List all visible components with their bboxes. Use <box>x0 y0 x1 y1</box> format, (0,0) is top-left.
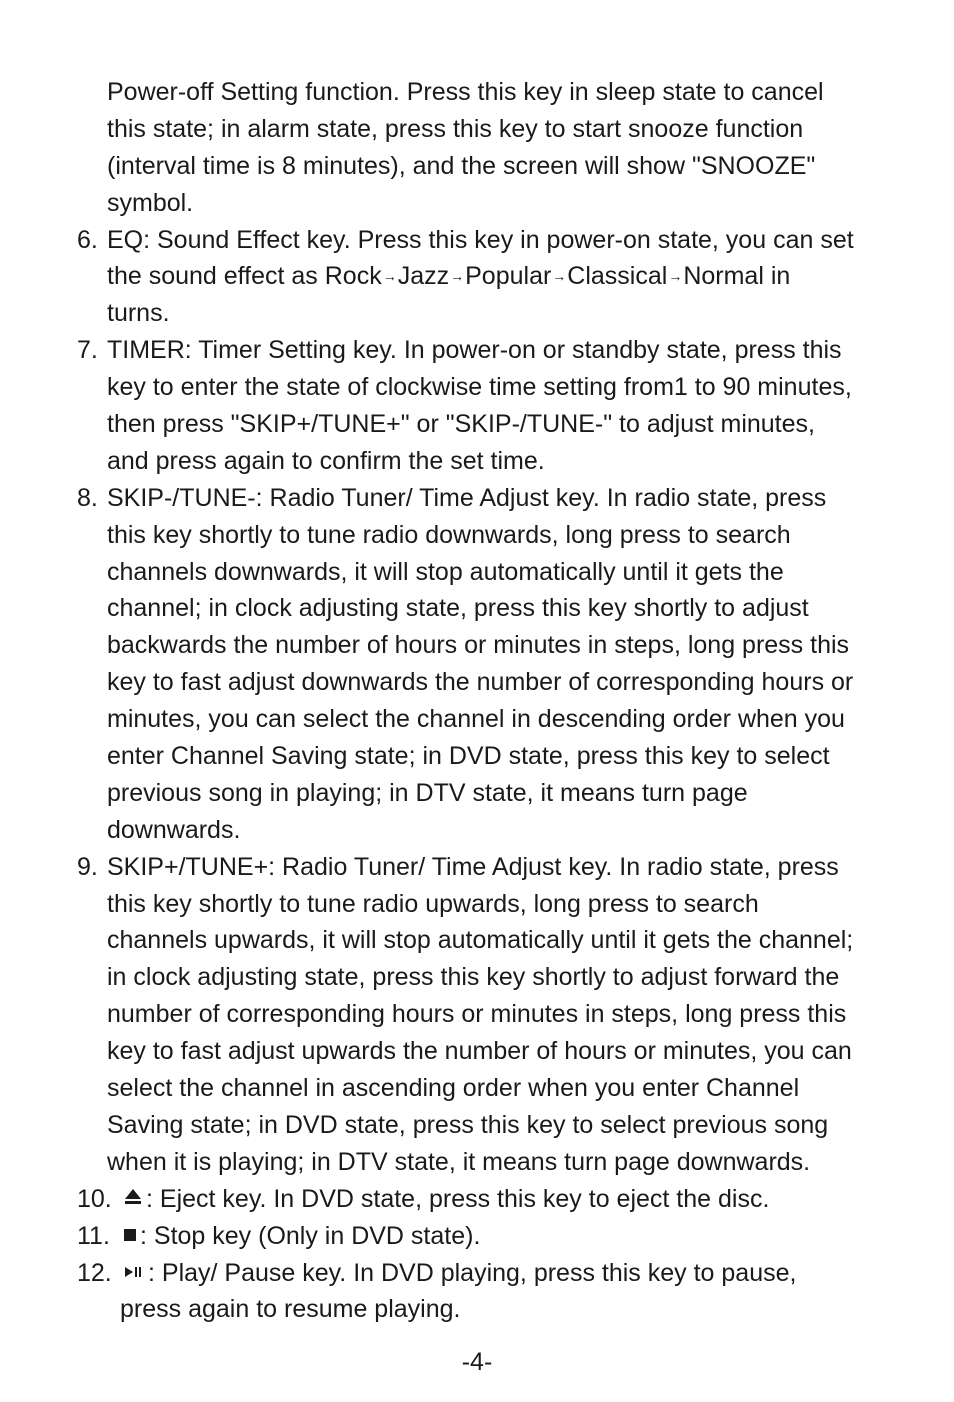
item-9-line <box>0 1070 954 1107</box>
arrow-right-icon: → <box>552 268 567 285</box>
intro-text: symbol. <box>107 188 194 217</box>
item-9-number: 9. <box>77 852 98 881</box>
intro-line <box>0 111 954 148</box>
item-9-text: channels upwards, it will stop automatically until it gets the channel; <box>107 926 854 955</box>
item-9-text: in clock adjusting state, press this key shortly to adjust forward the <box>107 963 840 992</box>
item-8-text: downwards. <box>107 815 241 844</box>
item-9-text: when it is playing; in DTV state, it means turn page downwards. <box>107 1147 811 1176</box>
item-6-text: EQ: Sound Effect key. Press this key in power-on state, you can set <box>107 225 854 254</box>
item-9-line <box>0 886 954 923</box>
item-9-text: Saving state; in DVD state, press this key to select previous song <box>107 1110 829 1139</box>
arrow-right-icon: → <box>668 268 683 285</box>
item-7-text: and press again to confirm the set time. <box>107 446 545 475</box>
item-12-text: press again to resume playing. <box>120 1295 461 1324</box>
item-8-text: previous song in playing; in DTV state, it means turn page <box>107 778 748 807</box>
item-8-text: channel; in clock adjusting state, press this key shortly to adjust <box>107 594 809 623</box>
item-8-text: backwards the number of hours or minutes in steps, long press this <box>107 631 850 660</box>
item-7-line <box>0 369 954 406</box>
item-9-line <box>0 959 954 996</box>
item-11-line <box>0 1218 954 1255</box>
item-8-text: SKIP-/TUNE-: Radio Tuner/ Time Adjust key. In radio state, press <box>107 483 827 512</box>
item-10-line <box>0 1181 954 1218</box>
item-9-line <box>0 1144 954 1181</box>
item-8-line <box>0 554 954 591</box>
item-8-text: key to fast adjust downwards the number of corresponding hours or <box>107 668 854 697</box>
item-7-text: key to enter the state of clockwise time setting from1 to 90 minutes, <box>107 373 852 402</box>
item-6-line <box>0 295 954 332</box>
intro-line <box>0 185 954 222</box>
item-8-text: enter Channel Saving state; in DVD state, press this key to select <box>107 742 830 771</box>
intro-line <box>0 74 954 111</box>
item-8-text: channels downwards, it will stop automatically until it gets the <box>107 557 784 586</box>
item-8-text: minutes, you can select the channel in descending order when you <box>107 705 845 734</box>
page-number: -4- <box>461 1348 493 1376</box>
item-12-number: 12. <box>77 1258 112 1287</box>
item-9-line <box>0 849 954 886</box>
item-8-number: 8. <box>77 483 98 512</box>
item-7-line <box>0 443 954 480</box>
item-9-text: select the channel in ascending order when you enter Channel <box>107 1074 800 1103</box>
item-9-line <box>0 996 954 1033</box>
item-7-text: then press "SKIP+/TUNE+" or "SKIP-/TUNE-" to adjust minutes, <box>107 410 815 439</box>
item-7-line <box>0 332 954 369</box>
effect-classical: Classical <box>567 262 668 291</box>
arrow-right-icon: → <box>450 268 465 285</box>
item-7-text: TIMER: Timer Setting key. In power-on or standby state, press this <box>107 336 842 365</box>
arrow-right-icon: → <box>382 268 397 285</box>
item-9-text: SKIP+/TUNE+: Radio Tuner/ Time Adjust key. In radio state, press <box>107 852 839 881</box>
item-9-text: number of corresponding hours or minutes in steps, long press this <box>107 1000 847 1029</box>
play-pause-icon <box>124 1265 144 1279</box>
effect-popular: Popular <box>465 262 552 291</box>
item-9-line <box>0 1107 954 1144</box>
item-6-number: 6. <box>77 225 98 254</box>
item-8-line <box>0 480 954 517</box>
item-8-line <box>0 775 954 812</box>
item-11-text: : Stop key (Only in DVD state). <box>140 1221 481 1250</box>
item-8-line <box>0 590 954 627</box>
intro-text: (interval time is 8 minutes), and the screen will show "SNOOZE" <box>107 151 816 180</box>
eject-icon <box>124 1188 142 1206</box>
item-9-text: key to fast adjust upwards the number of hours or minutes, you can <box>107 1037 852 1066</box>
item-12-text-wrap <box>110 1255 796 1292</box>
item-6-effects-line <box>107 258 790 295</box>
item-6-text: turns. <box>107 299 170 328</box>
item-11-text-wrap <box>110 1218 480 1255</box>
item-7-number: 7. <box>77 336 98 365</box>
intro-text: this state; in alarm state, press this key to start snooze function <box>107 114 804 143</box>
item-9-line <box>0 1033 954 1070</box>
item-7-line <box>0 406 954 443</box>
manual-page <box>0 74 954 1328</box>
item-8-line <box>0 664 954 701</box>
item-8-line <box>0 627 954 664</box>
intro-line <box>0 148 954 185</box>
effect-rock: Rock <box>324 262 382 291</box>
item-8-line <box>0 517 954 554</box>
item-9-line <box>0 922 954 959</box>
item-9-text: this key shortly to tune radio upwards, long press to search <box>107 889 759 918</box>
effect-normal: Normal <box>683 262 764 291</box>
item-6-line <box>0 222 954 259</box>
item-8-line <box>0 812 954 849</box>
item-6-line <box>0 258 954 295</box>
item-12-text: : Play/ Pause key. In DVD playing, press this key to pause, <box>148 1258 797 1287</box>
stop-icon <box>124 1229 136 1241</box>
item-10-text-wrap <box>110 1181 769 1218</box>
item-10-text: : Eject key. In DVD state, press this key to eject the disc. <box>146 1184 770 1213</box>
item-10-number: 10. <box>77 1184 112 1213</box>
item-11-number: 11. <box>77 1221 110 1250</box>
effects-prefix: the sound effect as <box>107 262 325 291</box>
effects-suffix: in <box>763 262 791 291</box>
item-8-line <box>0 738 954 775</box>
item-12-line <box>0 1255 954 1292</box>
item-12-line <box>0 1291 954 1328</box>
item-8-line <box>0 701 954 738</box>
intro-text: Power-off Setting function. Press this key in sleep state to cancel <box>107 78 824 106</box>
effect-jazz: Jazz <box>397 262 450 291</box>
item-8-text: this key shortly to tune radio downwards, long press to search <box>107 520 791 549</box>
